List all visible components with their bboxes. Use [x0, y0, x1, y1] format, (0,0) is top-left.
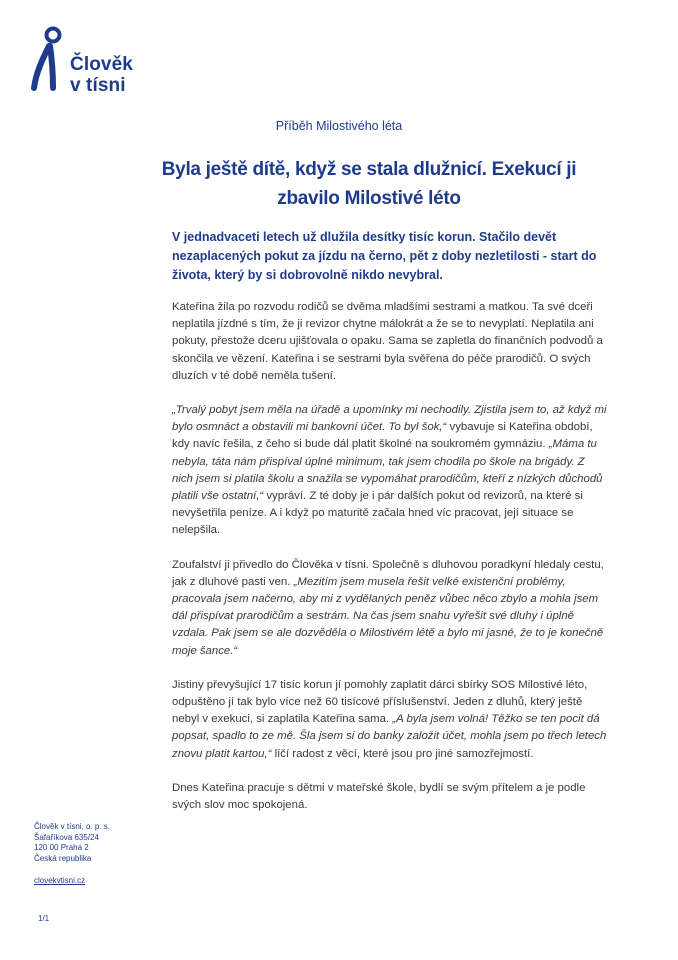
- person-icon: [30, 26, 66, 92]
- article-lead: V jednadvaceti letech už dlužila desítky tisíc korun. Stačilo devět nezaplacených pokut za jízdu na černo, pět z doby nezletilosti - start do života, který by si dobrovolně nikdo nevybral.: [172, 230, 597, 282]
- article-kicker: Příběh Milostivého léta: [275, 119, 403, 133]
- footer-street: Šafaříkova 635/24: [34, 832, 99, 842]
- quote: „A byla jsem volná! Těžko se ten pocit dá popsat, spadlo to ze mě. Šla jsem si do banky založit účet, mohla jsem po třech letech znovu platit kartou,“: [172, 713, 607, 760]
- paragraph-1: Kateřina žila po rozvodu rodičů se dvěma mladšími sestrami a matkou. Ta své dceři neplatila jízdné s tím, že ji revizor chytne málokrát a že se to nevyplatí. Neplatila ani pokuty, přestože dceru ujišťovala o opaku. Sama se zapletla do finančních podvodů a skončila ve vězení. Kateřina i se sestrami byla svěřena do péče prarodičů. O svých dluzích v té době neměla tušení.: [172, 301, 603, 382]
- logo-wordmark: [70, 54, 133, 96]
- paragraph-3: [172, 557, 608, 660]
- article-body: [172, 299, 608, 831]
- quote: „Máma tu nebyla, táta nám přispíval úplné minimum, tak jsem chodila po škole na brigády. Z nich jsem si platila školu a snažila se vypomáhat prarodičům, kteří z nízkých důchodů platili vše ostatní,“: [172, 438, 603, 503]
- paragraph-text: Zoufalství ji přivedlo do Člověka v tísni. Společně s dluhovou poradkyní hledaly cestu, jak z dluhové pasti ven.: [172, 558, 604, 588]
- paragraph-4: [172, 677, 608, 763]
- logo-line-2: v tísni: [70, 75, 126, 96]
- footer-address: [34, 822, 110, 887]
- paragraph-text: vybavuje si Kateřina období, kdy navíc řešila, z čeho si bude dál platit školné na soukromém gymnáziu.: [172, 421, 593, 451]
- paragraph-text: Jistiny převyšující 17 tisíc korun jí pomohly zaplatit dárci sbírky SOS Milostivé léto, odpuštěno jí tak bylo více než 60 tisícové příslušenství. Jeden z dluhů, který ještě nebyl v exekuci, si zaplatila Kateřina sama.: [172, 678, 588, 726]
- quote: „Trvalý pobyt jsem měla na úřadě a upomínky mi nechodily. Zjistila jsem to, až když mi bylo osmnáct a obstavili mi bankovní účet. To byl šok,“: [172, 404, 607, 434]
- organization-logo: [30, 26, 170, 96]
- logo-line-1: Člověk: [70, 54, 133, 75]
- footer-org: Člověk v tísni, o. p. s.: [34, 822, 111, 831]
- paragraph-text: vypráví. Z té doby je i pár dalších pokut od revizorů, na které si nevyšetřila peníze. A i když po maturitě začala hned víc pracovat, její situace se nelepšila.: [172, 490, 583, 537]
- footer-city: 120 00 Praha 2: [34, 843, 89, 853]
- footer-website-link[interactable]: clovekvtisni.cz: [34, 876, 86, 886]
- paragraph-2: [172, 402, 608, 540]
- quote: „Mezitím jsem musela řešit velké existenční problémy, pracovala jsem načerno, aby mi z vydělaných peněz vůbec něco zbylo a mohla jsem dál přispívat prarodičům a sestrám. Na čas jsem snahu vyřešit své dluhy i úplně vzdala. Pak jsem se ale dozvěděla o Milostivém létě a bylo mi jasné, že to je konečně moje šance.“: [172, 575, 604, 657]
- footer-country: Česká republika: [34, 853, 92, 863]
- page-number: 1/1: [38, 914, 50, 923]
- article-title: Byla ještě dítě, když se stala dlužnicí. Exekucí ji zbavilo Milostivé léto: [161, 159, 577, 209]
- paragraph-text: líčí radost z věcí, které jsou pro jiné samozřejmostí.: [271, 747, 534, 760]
- paragraph-5: Dnes Kateřina pracuje s dětmi v mateřské škole, bydlí se svým přítelem a je podle svých slov moc spokojená.: [172, 781, 586, 812]
